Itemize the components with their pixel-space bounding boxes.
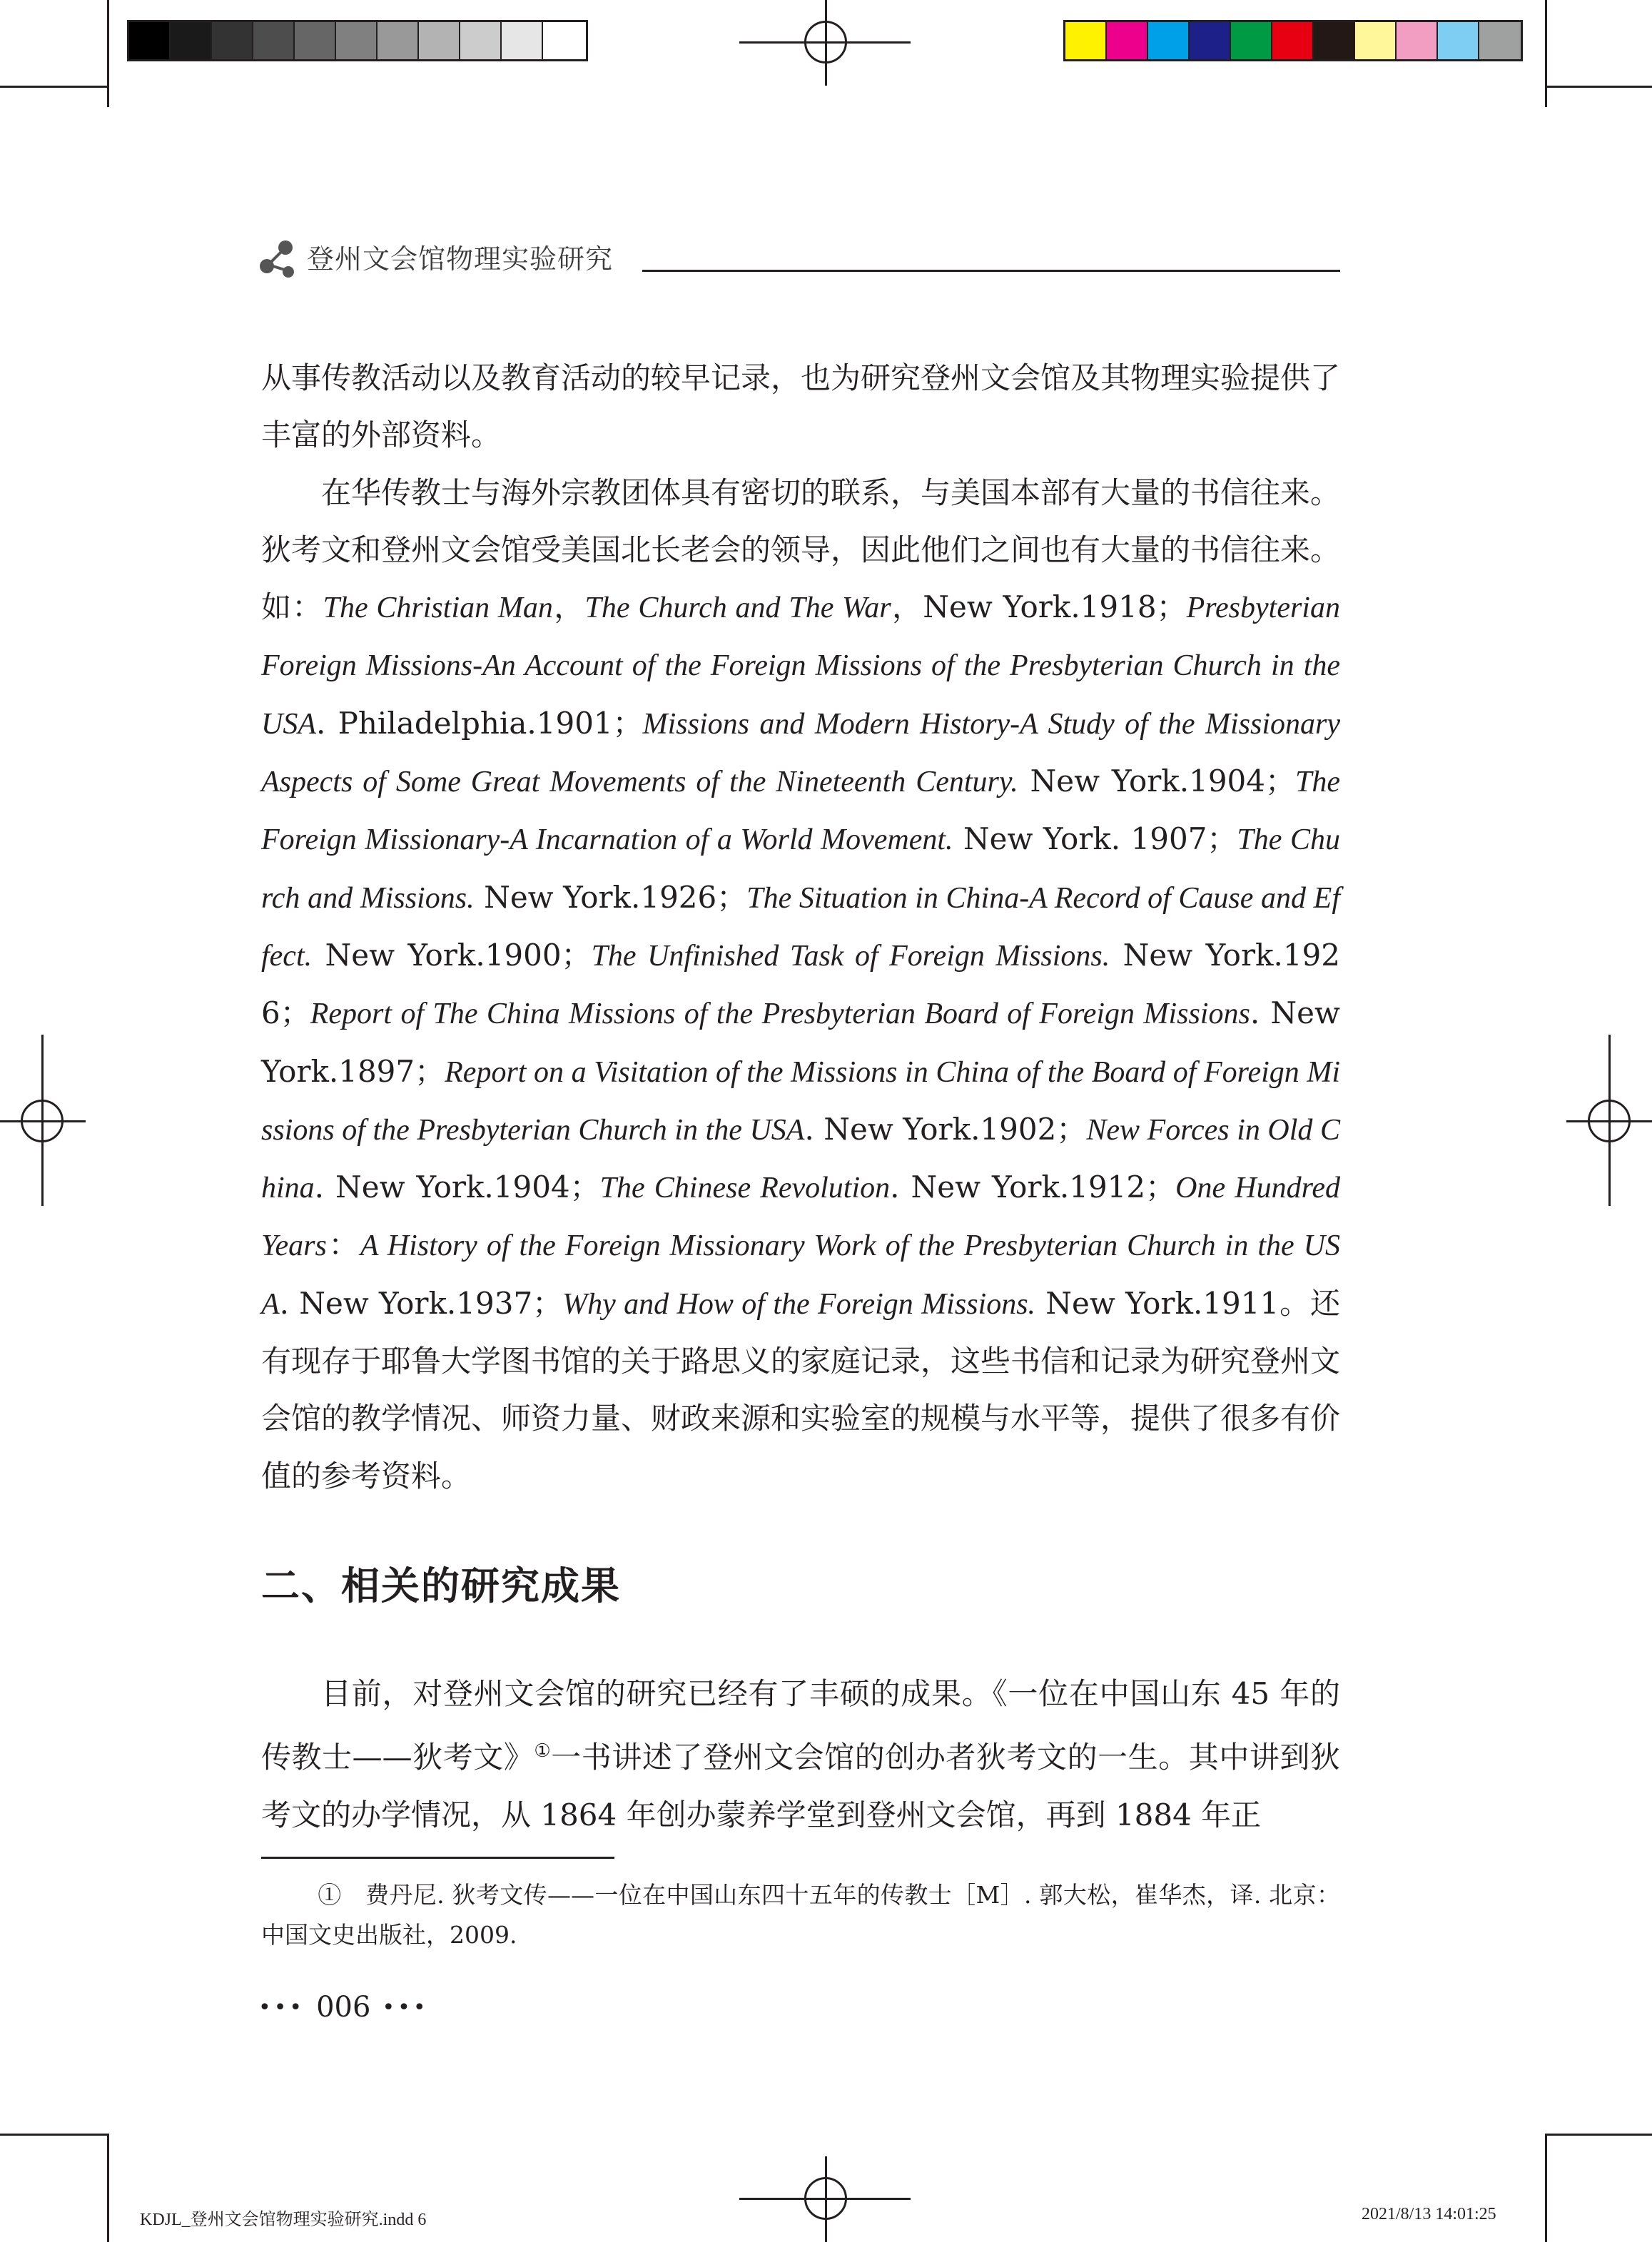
reference-title: The Chinese Revolution — [599, 1172, 891, 1205]
paragraph: 在华传教士与海外宗教团体具有密切的联系，与美国本部有大量的书信往来。狄考文和登州文会馆受美国北长老会的领导，因此他们之间也有大量的书信往来。如：The Christian Man，The Church and The War，New York.1918；Presbyterian Foreign Missions-An Account of the Foreign Missions of the Presbyterian Church in the USA. Philadelphia.1901；Missions and Modern History-A Study of the Missionary Aspects of Some Great Movements of the Nineteenth Century. New York.1904；The Foreign Missionary-A Incarnation of a World Movement. New York. 1907；The Church and Missions. New York.1926；The Situation in China-A Record of Cause and Effect. New York.1900；The Unfinished Task of Foreign Missions. New York.1926；Report of The China Missions of the Presbyterian Board of Foreign Missions. New York.1897；Report on a Visitation of the Missions in China of the Board of Foreign Missions of the Presbyterian Church in the USA. New York.1902；New Forces in Old China. New York.1904；The Chinese Revolution. New York.1912；One Hundred Years：A History of the Foreign Missionary Work of the Presbyterian Church in the USA. New York.1937；Why and How of the Foreign Missions. New York.1911。还有现存于耶鲁大学图书馆的关于路思义的家庭记录，这些书信和记录为研究登州文会馆的教学情况、师资力量、财政来源和实验室的规模与水平等，提供了很多有价值的参考资料。 — [261, 475, 1341, 1493]
footnote-marker[interactable]: ① — [534, 1740, 552, 1762]
color-swatch — [460, 22, 502, 59]
registration-mark — [1588, 1100, 1631, 1142]
folio-dots-left: ••• — [258, 1994, 305, 2020]
registration-mark — [804, 21, 847, 64]
color-swatch — [502, 22, 543, 59]
header-rule — [642, 270, 1340, 272]
color-bar — [1063, 20, 1523, 61]
color-swatch — [129, 22, 171, 59]
crop-mark — [107, 0, 109, 107]
page-number-value: 006 — [316, 1991, 371, 2024]
reference-title: Report of The China Missions of the Presbyterian Board of Foreign Missions — [310, 998, 1250, 1031]
page-number — [258, 1991, 429, 2024]
slug-timestamp: 2021/8/13 14:01:25 — [1362, 2205, 1496, 2223]
color-swatch — [419, 22, 460, 59]
reference-title: The Unfinished Task of Foreign Missions. — [591, 939, 1110, 973]
reference-title: One Hundred Years — [261, 1172, 1340, 1263]
color-swatch — [1231, 22, 1272, 59]
color-swatch — [543, 22, 584, 59]
color-swatch — [1065, 22, 1107, 59]
color-swatch — [253, 22, 295, 59]
crop-mark — [1545, 2134, 1652, 2136]
color-swatch — [1107, 22, 1148, 59]
crop-mark — [0, 86, 107, 88]
footnote-rule — [261, 1857, 614, 1859]
reference-title: The Situation in China-A Record of Cause and Effect. — [261, 881, 1340, 973]
crop-mark — [1545, 86, 1652, 88]
crop-mark — [107, 2134, 109, 2242]
color-swatch — [212, 22, 253, 59]
reference-title: Missions and Modern History-A Study of the Missionary Aspects of Some Great Movements of the Nineteenth Century. — [261, 707, 1340, 799]
color-swatch — [1190, 22, 1231, 59]
color-swatch — [1355, 22, 1397, 59]
section-text — [261, 1665, 1340, 1844]
color-swatch — [1397, 22, 1438, 59]
share-icon — [258, 239, 298, 279]
reference-title: Presbyterian Foreign Missions-An Account of the Foreign Missions of the Presbyterian Church in the USA — [261, 592, 1340, 741]
reference-title: The Christian Man — [323, 592, 553, 625]
slug-filename: KDJL_登州文会馆物理实验研究.indd 6 — [140, 2211, 427, 2229]
footnote-text: ① 费丹尼. 狄考文传——一位在中国山东四十五年的传教士［M］. 郭大松，崔华杰，译. 北京：中国文史出版社，2009. — [261, 1881, 1340, 1949]
section-heading: 二、相关的研究成果 — [261, 1563, 621, 1608]
crop-mark — [1545, 2134, 1547, 2242]
color-swatch — [295, 22, 336, 59]
paragraph: 目前，对登州文会馆的研究已经有了丰硕的成果。《一位在中国山东 45 年的传教士——狄考文》①一书讲述了登州文会馆的创办者狄考文的一生。其中讲到狄考文的办学情况，从 1864 年创办蒙养学堂到登州文会馆，再到 1884 年正 — [261, 1676, 1340, 1832]
reference-title: Report on a Visitation of the Missions in China of the Board of Foreign Missions of the Presbyterian Church in the USA — [261, 1055, 1340, 1147]
color-swatch — [1438, 22, 1479, 59]
color-swatch — [171, 22, 212, 59]
color-swatch — [1314, 22, 1355, 59]
color-swatch — [336, 22, 377, 59]
reference-title: Why and How of the Foreign Missions. — [562, 1287, 1036, 1321]
reference-title: New Forces in Old China — [261, 1113, 1341, 1205]
footnote — [261, 1875, 1340, 1955]
color-swatch — [377, 22, 419, 59]
running-title: 登州文会馆物理实验研究 — [307, 243, 614, 275]
reference-title: The Foreign Missionary-A Incarnation of a World Movement. — [261, 766, 1340, 857]
registration-mark — [21, 1100, 64, 1142]
crop-mark — [0, 2134, 107, 2136]
folio-dots-right: ••• — [382, 1994, 429, 2020]
color-swatch — [1479, 22, 1521, 59]
registration-mark — [804, 2177, 847, 2220]
color-swatch — [1148, 22, 1190, 59]
reference-title: A History of the Foreign Missionary Work of the Presbyterian Church in the USA — [261, 1229, 1340, 1321]
crop-mark — [1545, 0, 1547, 107]
reference-title: The Church and Missions. — [261, 823, 1340, 915]
reference-title: The Church and The War — [584, 592, 891, 625]
body-text — [261, 350, 1340, 1505]
grayscale-bar — [127, 20, 588, 61]
paragraph: 从事传教活动以及教育活动的较早记录，也为研究登州文会馆及其物理实验提供了丰富的外部资料。 — [261, 360, 1341, 453]
color-swatch — [1272, 22, 1314, 59]
